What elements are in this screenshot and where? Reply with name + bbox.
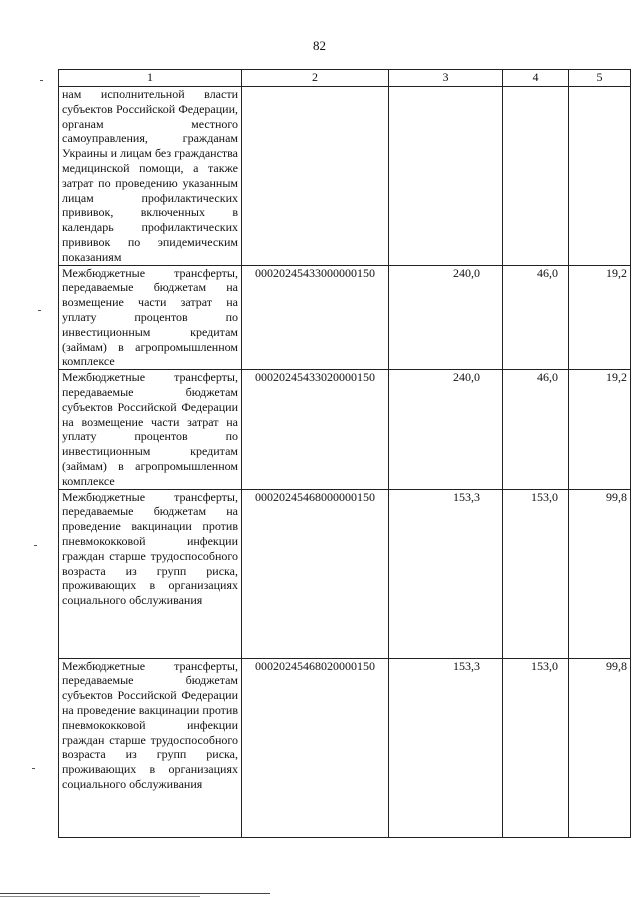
row-code: 00020245433000000150 [242, 265, 389, 370]
bottom-edge-line [0, 896, 200, 897]
margin-mark [34, 545, 37, 546]
row-code: 00020245433020000150 [242, 370, 389, 489]
row-col5-value: 99,8 [569, 658, 631, 837]
row-description: Межбюджетные трансферты, передаваемые бюджетам на возмещение части затрат на уплату процентов по инвестиционным кредитам (займам) в агропромышленном комплексе [59, 265, 242, 370]
row-col4-value [503, 87, 569, 266]
row-col5-value: 19,2 [569, 370, 631, 489]
row-col5-value [569, 87, 631, 266]
row-col3-value [389, 87, 503, 266]
row-description: нам исполнительной власти субъектов Российской Федерации, органам местного самоуправления, гражданам Украины и лицам без гражданства медицинской помощи, а также затрат по проведению указанным лицам профилактических прививок, включенных в календарь профилактических прививок по эпидемическим показаниям [59, 87, 242, 266]
bottom-edge-line [0, 893, 270, 894]
table-row [59, 87, 631, 266]
table-row [59, 370, 631, 489]
header-col-3: 3 [389, 70, 503, 87]
header-col-2: 2 [242, 70, 389, 87]
row-code: 00020245468020000150 [242, 658, 389, 837]
row-col4-value: 46,0 [503, 370, 569, 489]
row-code [242, 87, 389, 266]
page-number: 82 [313, 38, 326, 53]
margin-mark [40, 80, 43, 81]
margin-mark [38, 310, 41, 311]
row-col4-value: 153,0 [503, 658, 569, 837]
header-col-1: 1 [59, 70, 242, 87]
table-row [59, 489, 631, 658]
row-description: Межбюджетные трансферты, передаваемые бюджетам субъектов Российской Федерации на возмещение части затрат на уплату процентов по инвестиционным кредитам (займам) в агропромышленном комплексе [59, 370, 242, 489]
row-col5-value: 99,8 [569, 489, 631, 658]
row-col3-value: 153,3 [389, 658, 503, 837]
row-description: Межбюджетные трансферты, передаваемые бюджетам на проведение вакцинации против пневмококковой инфекции граждан старше трудоспособного возраста из групп риска, проживающих в организациях социального обслуживания [59, 489, 242, 658]
row-col3-value: 153,3 [389, 489, 503, 658]
budget-table [58, 69, 631, 838]
margin-mark [32, 768, 35, 769]
row-col4-value: 46,0 [503, 265, 569, 370]
table-header-row [59, 70, 631, 87]
row-description: Межбюджетные трансферты, передаваемые бюджетам субъектов Российской Федерации на проведение вакцинации против пневмококковой инфекции граждан старше трудоспособного возраста из групп риска, проживающих в организациях социального обслуживания [59, 658, 242, 837]
row-col5-value: 19,2 [569, 265, 631, 370]
table-row [59, 265, 631, 370]
table-row [59, 658, 631, 837]
header-col-5: 5 [569, 70, 631, 87]
header-col-4: 4 [503, 70, 569, 87]
row-col3-value: 240,0 [389, 370, 503, 489]
row-col3-value: 240,0 [389, 265, 503, 370]
row-code: 00020245468000000150 [242, 489, 389, 658]
row-col4-value: 153,0 [503, 489, 569, 658]
